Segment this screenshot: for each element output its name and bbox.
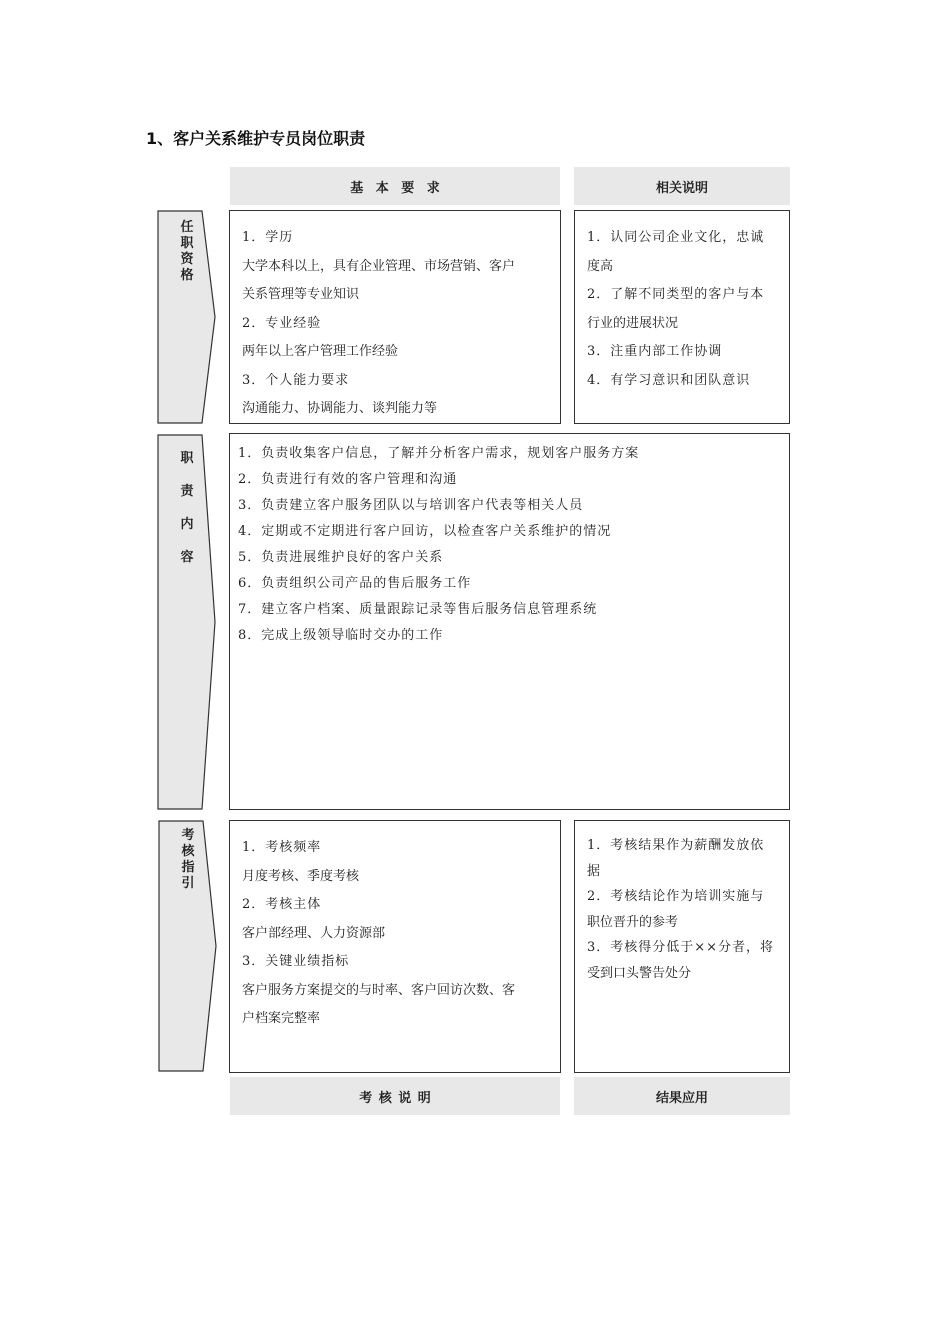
duty-item: 7．建立客户档案、质量跟踪记录等售后服务信息管理系统 xyxy=(238,602,598,617)
note-line: 1．认同公司企业文化，忠诚 xyxy=(587,230,765,245)
req-line: 3．个人能力要求 xyxy=(242,372,350,388)
duty-item: 1．负责收集客户信息，了解并分析客户需求，规划客户服务方案 xyxy=(238,446,640,461)
result-line: 据 xyxy=(587,863,601,879)
duties-box xyxy=(229,433,790,810)
qualification-requirements-box xyxy=(229,210,561,424)
req-line: 沟通能力、协调能力、谈判能力等 xyxy=(242,401,438,416)
header-assessment-notes-text: 考 核 说 明 xyxy=(359,1090,431,1106)
header-related-notes xyxy=(574,167,790,205)
assessment-line: 月度考核、季度考核 xyxy=(242,868,360,884)
result-line: 2．考核结论作为培训实施与 xyxy=(587,889,765,904)
qualification-label: 任职资格 xyxy=(180,220,194,283)
duties-label xyxy=(177,442,197,574)
assessment-line: 3．关键业绩指标 xyxy=(242,954,350,969)
duty-item: 4．定期或不定期进行客户回访，以检查客户关系维护的情况 xyxy=(238,524,612,539)
req-line: 2．专业经验 xyxy=(242,315,322,331)
header-assessment-notes xyxy=(230,1077,560,1115)
qualification-req-list xyxy=(242,224,560,424)
page-title: 1、客户关系维护专员岗位职责 xyxy=(146,129,366,148)
duty-item: 8．完成上级领导临时交办的工作 xyxy=(238,628,444,643)
assessment-line: 客户服务方案提交的与时率、客户回访次数、客 xyxy=(242,982,516,998)
assessment-label: 考核指引 xyxy=(181,828,195,891)
assessment-notes-box xyxy=(229,820,561,1073)
note-line: 行业的进展状况 xyxy=(587,315,679,331)
duty-item: 2．负责进行有效的客户管理和沟通 xyxy=(238,472,458,487)
result-application-box xyxy=(574,820,790,1073)
header-result-application-text: 结果应用 xyxy=(655,1090,708,1106)
assessment-line: 客户部经理、人力资源部 xyxy=(242,925,386,941)
req-line: 两年以上客户管理工作经验 xyxy=(242,344,399,359)
req-line: 大学本科以上，具有企业管理、市场营销、客户 xyxy=(242,258,516,274)
note-line: 4．有学习意识和团队意识 xyxy=(587,372,751,388)
assessment-line: 1．考核频率 xyxy=(242,840,322,855)
header-basic-requirements xyxy=(230,167,560,205)
header-related-notes-text: 相关说明 xyxy=(655,180,708,196)
header-result-application xyxy=(574,1077,790,1115)
assessment-line: 户档案完整率 xyxy=(242,1011,321,1026)
req-line: 1．学历 xyxy=(242,230,294,245)
note-line: 2．了解不同类型的客户与本 xyxy=(587,287,765,302)
note-line: 3．注重内部工作协调 xyxy=(587,344,723,359)
duty-item: 5．负责进展维护良好的客户关系 xyxy=(238,550,444,565)
result-line: 3．考核得分低于××分者，将 xyxy=(587,940,775,955)
duty-item: 3．负责建立客户服务团队以与培训客户代表等相关人员 xyxy=(238,498,584,513)
assessment-line: 2．考核主体 xyxy=(242,897,322,912)
result-line: 职位晋升的参考 xyxy=(587,914,679,930)
header-basic-requirements-text: 基 本 要 求 xyxy=(350,180,440,196)
result-line: 1．考核结果作为薪酬发放依 xyxy=(587,838,765,853)
note-line: 度高 xyxy=(587,258,614,274)
duties-label-text: 职责内容 xyxy=(180,451,194,565)
qualification-notes-box xyxy=(574,210,790,424)
result-line: 受到口头警告处分 xyxy=(587,965,692,981)
duty-item: 6．负责组织公司产品的售后服务工作 xyxy=(238,576,472,591)
req-line: 关系管理等专业知识 xyxy=(242,287,360,302)
